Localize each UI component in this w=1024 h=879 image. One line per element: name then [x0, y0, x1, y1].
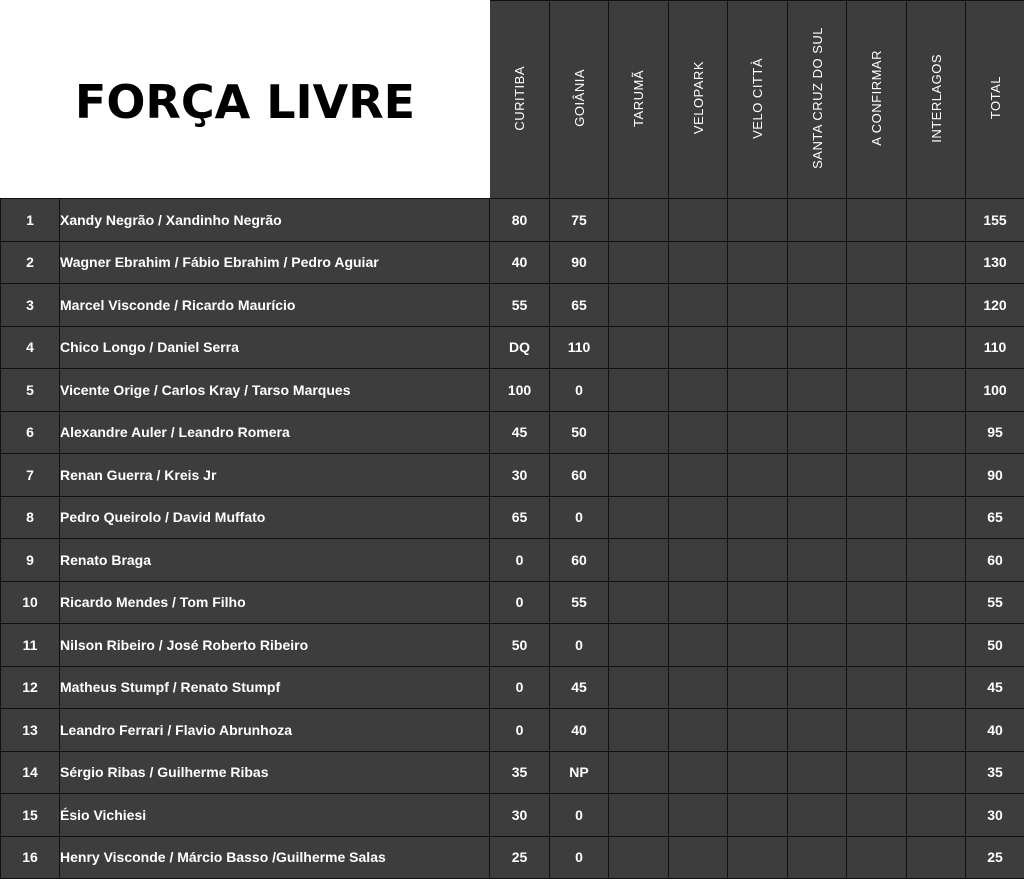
driver-name-cell: Ésio Vichiesi	[60, 794, 490, 837]
total-cell: 45	[966, 666, 1024, 709]
column-header-label: CURITIBA	[513, 66, 526, 131]
score-cell: 30	[490, 794, 550, 837]
score-cell	[669, 666, 728, 709]
score-cell: 0	[550, 496, 609, 539]
score-cell: 0	[550, 624, 609, 667]
position-cell: 13	[1, 709, 60, 752]
score-cell: NP	[550, 751, 609, 794]
score-cell	[847, 496, 907, 539]
score-cell	[609, 581, 669, 624]
total-cell: 130	[966, 241, 1024, 284]
score-cell	[907, 369, 966, 412]
table-row	[1, 709, 1024, 752]
score-cell	[728, 666, 788, 709]
position-cell: 6	[1, 411, 60, 454]
score-cell	[907, 836, 966, 879]
score-cell: 90	[550, 241, 609, 284]
table-row	[1, 241, 1024, 284]
score-cell: 55	[550, 581, 609, 624]
table-row	[1, 199, 1024, 242]
column-header-label: TOTAL	[989, 76, 1002, 119]
score-cell: 65	[550, 284, 609, 327]
score-cell	[907, 581, 966, 624]
score-cell: 75	[550, 199, 609, 242]
score-cell	[907, 326, 966, 369]
table-row	[1, 411, 1024, 454]
score-cell	[728, 539, 788, 582]
score-cell	[609, 411, 669, 454]
column-header-label: SANTA CRUZ DO SUL	[811, 27, 824, 169]
score-cell: 35	[490, 751, 550, 794]
position-cell: 2	[1, 241, 60, 284]
table-row	[1, 369, 1024, 412]
score-cell	[609, 794, 669, 837]
score-cell	[728, 369, 788, 412]
score-cell	[728, 411, 788, 454]
score-cell: 40	[550, 709, 609, 752]
score-cell: 0	[550, 794, 609, 837]
position-cell: 14	[1, 751, 60, 794]
score-cell	[788, 199, 847, 242]
column-header	[847, 1, 907, 199]
score-cell	[788, 751, 847, 794]
position-cell: 11	[1, 624, 60, 667]
score-cell: 60	[550, 539, 609, 582]
total-cell: 65	[966, 496, 1024, 539]
column-header-label: A CONFIRMAR	[870, 50, 883, 146]
score-cell	[609, 539, 669, 582]
column-header	[609, 1, 669, 199]
total-cell: 60	[966, 539, 1024, 582]
driver-name-cell: Renan Guerra / Kreis Jr	[60, 454, 490, 497]
score-cell	[847, 241, 907, 284]
score-cell	[609, 709, 669, 752]
score-cell	[788, 624, 847, 667]
score-cell	[847, 794, 907, 837]
score-cell	[847, 751, 907, 794]
position-cell: 3	[1, 284, 60, 327]
score-cell	[669, 836, 728, 879]
score-cell	[609, 199, 669, 242]
driver-name-cell: Alexandre Auler / Leandro Romera	[60, 411, 490, 454]
title-area	[0, 0, 490, 198]
score-cell: 40	[490, 241, 550, 284]
table-row	[1, 539, 1024, 582]
position-cell: 5	[1, 369, 60, 412]
score-cell: 0	[490, 666, 550, 709]
total-cell: 40	[966, 709, 1024, 752]
column-header-label: INTERLAGOS	[930, 54, 943, 143]
score-cell: 65	[490, 496, 550, 539]
total-cell: 55	[966, 581, 1024, 624]
score-cell: 45	[490, 411, 550, 454]
score-cell	[609, 624, 669, 667]
score-cell: 30	[490, 454, 550, 497]
total-cell: 110	[966, 326, 1024, 369]
score-cell	[728, 751, 788, 794]
score-cell	[907, 709, 966, 752]
score-cell: 50	[550, 411, 609, 454]
score-cell	[907, 284, 966, 327]
position-cell: 9	[1, 539, 60, 582]
position-cell: 16	[1, 836, 60, 879]
score-cell	[669, 751, 728, 794]
score-cell	[669, 454, 728, 497]
score-cell	[907, 751, 966, 794]
table-row	[1, 624, 1024, 667]
column-header	[490, 1, 550, 199]
score-cell: DQ	[490, 326, 550, 369]
score-cell	[728, 284, 788, 327]
score-cell	[907, 411, 966, 454]
score-cell	[788, 539, 847, 582]
score-cell: 0	[490, 539, 550, 582]
standings-body	[1, 199, 1024, 879]
score-cell	[907, 454, 966, 497]
score-cell	[728, 794, 788, 837]
column-header	[728, 1, 788, 199]
score-cell: 60	[550, 454, 609, 497]
driver-name-cell: Nilson Ribeiro / José Roberto Ribeiro	[60, 624, 490, 667]
score-cell	[669, 284, 728, 327]
total-cell: 50	[966, 624, 1024, 667]
table-row	[1, 496, 1024, 539]
score-cell	[847, 666, 907, 709]
score-cell	[609, 751, 669, 794]
column-header-label: TARUMÃ	[632, 70, 645, 127]
score-cell	[728, 241, 788, 284]
score-cell	[669, 709, 728, 752]
score-cell	[669, 581, 728, 624]
score-cell	[788, 496, 847, 539]
score-cell	[788, 369, 847, 412]
column-header	[550, 1, 609, 199]
position-cell: 12	[1, 666, 60, 709]
score-cell	[728, 624, 788, 667]
score-cell	[788, 581, 847, 624]
page-title: FORÇA LIVRE	[75, 75, 415, 129]
score-cell: 0	[490, 581, 550, 624]
score-cell	[788, 709, 847, 752]
score-cell	[609, 666, 669, 709]
score-cell	[669, 411, 728, 454]
score-cell	[669, 369, 728, 412]
column-header	[966, 1, 1024, 199]
score-cell	[788, 411, 847, 454]
total-cell: 155	[966, 199, 1024, 242]
score-cell	[847, 454, 907, 497]
column-header	[907, 1, 966, 199]
driver-name-cell: Marcel Visconde / Ricardo Maurício	[60, 284, 490, 327]
driver-name-cell: Pedro Queirolo / David Muffato	[60, 496, 490, 539]
score-cell	[728, 326, 788, 369]
score-cell	[609, 241, 669, 284]
position-cell: 1	[1, 199, 60, 242]
score-cell: 0	[550, 369, 609, 412]
score-cell: 0	[490, 709, 550, 752]
score-cell	[728, 581, 788, 624]
score-cell	[847, 539, 907, 582]
column-header-label: VELOPARK	[692, 61, 705, 134]
total-cell: 30	[966, 794, 1024, 837]
score-cell	[907, 666, 966, 709]
score-cell	[788, 454, 847, 497]
column-header-label: VELO CITTÀ	[751, 58, 764, 139]
driver-name-cell: Sérgio Ribas / Guilherme Ribas	[60, 751, 490, 794]
score-cell	[847, 581, 907, 624]
score-cell	[847, 709, 907, 752]
driver-name-cell: Vicente Orige / Carlos Kray / Tarso Marques	[60, 369, 490, 412]
score-cell	[788, 666, 847, 709]
score-cell	[669, 624, 728, 667]
driver-name-cell: Henry Visconde / Márcio Basso /Guilherme Salas	[60, 836, 490, 879]
driver-name-cell: Renato Braga	[60, 539, 490, 582]
score-cell	[847, 836, 907, 879]
score-cell	[847, 411, 907, 454]
score-cell	[609, 836, 669, 879]
score-cell	[728, 454, 788, 497]
score-cell	[609, 454, 669, 497]
column-header	[669, 1, 728, 199]
total-cell: 90	[966, 454, 1024, 497]
table-row	[1, 794, 1024, 837]
position-cell: 7	[1, 454, 60, 497]
table-row	[1, 581, 1024, 624]
score-cell	[907, 539, 966, 582]
score-cell	[728, 709, 788, 752]
driver-name-cell: Leandro Ferrari / Flavio Abrunhoza	[60, 709, 490, 752]
driver-name-cell: Xandy Negrão / Xandinho Negrão	[60, 199, 490, 242]
position-cell: 4	[1, 326, 60, 369]
total-cell: 35	[966, 751, 1024, 794]
score-cell	[669, 794, 728, 837]
score-cell	[728, 836, 788, 879]
driver-name-cell: Matheus Stumpf / Renato Stumpf	[60, 666, 490, 709]
driver-name-cell: Wagner Ebrahim / Fábio Ebrahim / Pedro Aguiar	[60, 241, 490, 284]
position-cell: 15	[1, 794, 60, 837]
score-cell	[907, 624, 966, 667]
table-row	[1, 836, 1024, 879]
score-cell	[728, 199, 788, 242]
driver-name-cell: Ricardo Mendes / Tom Filho	[60, 581, 490, 624]
score-cell	[847, 284, 907, 327]
score-cell	[669, 539, 728, 582]
total-cell: 95	[966, 411, 1024, 454]
score-cell	[788, 794, 847, 837]
score-cell	[788, 241, 847, 284]
score-cell	[847, 326, 907, 369]
score-cell	[609, 369, 669, 412]
score-cell	[609, 496, 669, 539]
position-cell: 8	[1, 496, 60, 539]
table-row	[1, 326, 1024, 369]
score-cell	[669, 326, 728, 369]
total-cell: 100	[966, 369, 1024, 412]
table-row	[1, 666, 1024, 709]
score-cell	[788, 284, 847, 327]
score-cell	[609, 326, 669, 369]
driver-name-cell: Chico Longo / Daniel Serra	[60, 326, 490, 369]
table-row	[1, 751, 1024, 794]
table-row	[1, 454, 1024, 497]
total-cell: 25	[966, 836, 1024, 879]
score-cell: 50	[490, 624, 550, 667]
score-cell	[907, 794, 966, 837]
score-cell	[669, 199, 728, 242]
score-cell	[847, 199, 907, 242]
score-cell: 25	[490, 836, 550, 879]
score-cell	[788, 326, 847, 369]
score-cell	[609, 284, 669, 327]
score-cell	[788, 836, 847, 879]
score-cell	[669, 496, 728, 539]
score-cell	[847, 624, 907, 667]
score-cell	[907, 496, 966, 539]
score-cell: 45	[550, 666, 609, 709]
score-cell: 55	[490, 284, 550, 327]
total-cell: 120	[966, 284, 1024, 327]
table-row	[1, 284, 1024, 327]
score-cell: 0	[550, 836, 609, 879]
score-cell: 80	[490, 199, 550, 242]
score-cell	[728, 496, 788, 539]
score-cell: 100	[490, 369, 550, 412]
score-cell	[907, 199, 966, 242]
score-cell: 110	[550, 326, 609, 369]
score-cell	[907, 241, 966, 284]
score-cell	[669, 241, 728, 284]
position-cell: 10	[1, 581, 60, 624]
column-header	[788, 1, 847, 199]
column-header-label: GOIÂNIA	[573, 69, 586, 127]
score-cell	[847, 369, 907, 412]
